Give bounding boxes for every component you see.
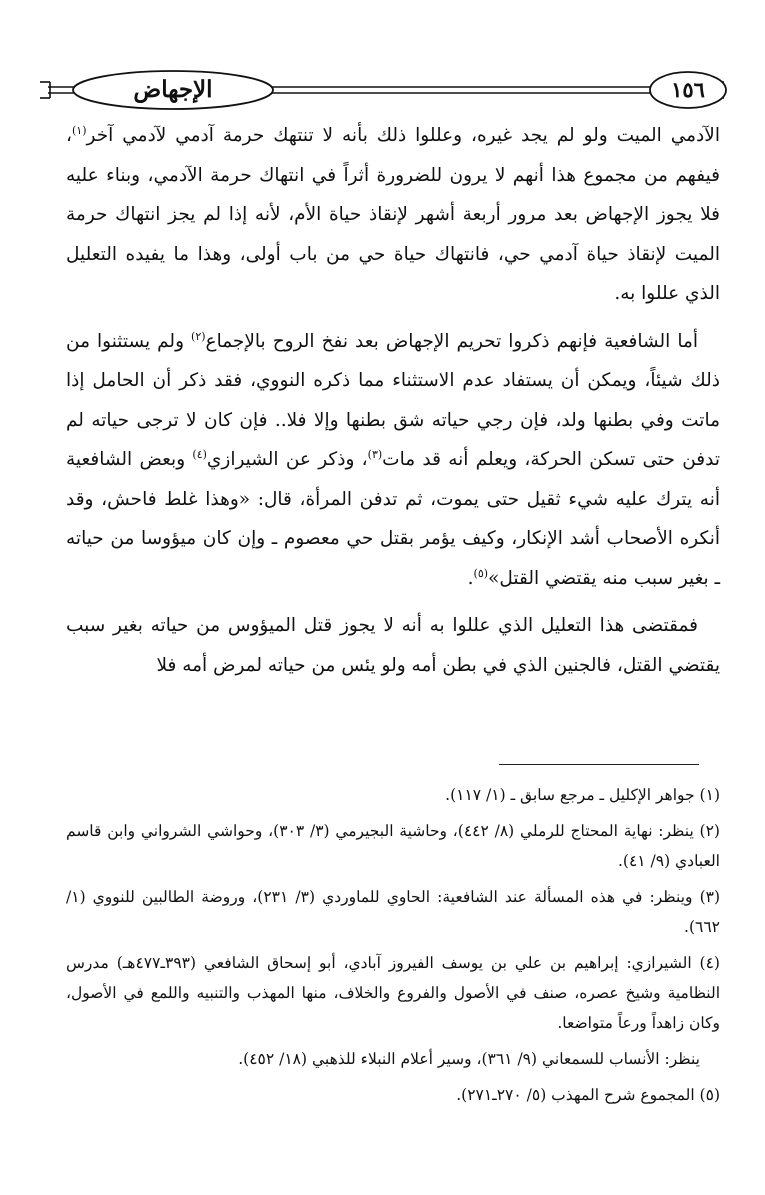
footnote-ref-1[interactable]: (١)	[71, 123, 87, 137]
footnote-3: (٣) وينظر: في هذه المسألة عند الشافعية: الحاوي للماوردي (٣/ ٢٣١)، وروضة الطالبين للنووي (١/ ٦٦٢).	[66, 888, 721, 936]
paragraph-1-text: الآدمي الميت ولو لم يجد غيره، وعللوا ذلك بأنه لا تنتهك حرمة آدمي لآدمي آخر	[86, 125, 720, 146]
footnotes	[66, 780, 720, 1116]
page-number: ١٥٦	[671, 77, 705, 102]
paragraph-1	[66, 116, 720, 314]
paragraph-3: فمقتضى هذا التعليل الذي عللوا به أنه لا يجوز قتل الميؤوس من حياته بغير سبب يقتضي القتل، فالجنين الذي في بطن أمه ولو يئس من حياته لمرض أمه فلا	[66, 615, 720, 676]
paragraph-2-text-e: .	[467, 567, 474, 589]
footnote-4-continuation: ينظر: الأنساب للسمعاني (٩/ ٣٦١)، وسير أعلام النبلاء للذهبي (١٨/ ٤٥٢).	[238, 1050, 700, 1068]
footnote-2: (٢) ينظر: نهاية المحتاج للرملي (٨/ ٤٤٢)، وحاشية البجيرمي (٣/ ٣٠٣)، وحواشي الشرواني وابن قاسم العبادي (٩/ ٤١).	[66, 822, 720, 870]
paragraph-2-text-a: أما الشافعية فإنهم ذكروا تحريم الإجهاض بعد نفخ الروح بالإجماع	[205, 330, 699, 352]
main-text	[66, 116, 720, 693]
footnote-1: (١) جواهر الإكليل ـ مرجع سابق ـ (١/ ١١٧).	[445, 786, 720, 804]
footnote-separator	[499, 764, 699, 765]
footnote-ref-2[interactable]: (٢)	[191, 329, 206, 343]
paragraph-2-text-b: ولم يستثنوا من ذلك شيئاً، ويمكن أن يستفاد عدم الاستثناء مما ذكره النووي، فقد ذكر أن الحامل إذا ماتت وفي بطنها ولد، فإن رجي حياته شق بطنها وإلا فلا.. فإن كان لا ترجى حياته لم تدفن حتى تسكن الحركة، ويعلم أنه قد مات	[66, 330, 721, 470]
footnote-4: (٤) الشيرازي: إبراهيم بن علي بن يوسف الفيروز آبادي، أبو إسحاق الشافعي (٣٩٣ـ٤٧٧هـ) مدرس النظامية وشيخ عصره، صنف في الأصول والفروع والخلاف، منها المهذب والتنبيه واللمع في الأصول، وكان زاهداً ورعاً متواضعا.	[66, 954, 720, 1032]
paragraph-2	[66, 322, 720, 599]
paragraph-2-text-d: وبعض الشافعية أنه يترك عليه شيء ثقيل حتى يموت، ثم تدفن المرأة، قال: «وهذا غلط فاحش، وقد أنكره الأصحاب أشد الإنكار، وكيف يؤمر بقتل حي معصوم ـ وإن كان ميؤوسا من حياته ـ بغير سبب منه يقتضي القتل»	[66, 449, 720, 589]
footnote-ref-3[interactable]: (٣)	[367, 447, 383, 461]
paragraph-2-text-c: ، وذكر عن الشيرازي	[206, 449, 368, 470]
chapter-title: الإجهاض	[133, 76, 213, 103]
footnote-ref-5[interactable]: (٥)	[473, 566, 489, 580]
footnote-5: (٥) المجموع شرح المهذب (٥/ ٢٧٠ـ٢٧١).	[456, 1086, 720, 1104]
paragraph-1-rest: ، فيفهم من مجموع هذا أنهم لا يرون للضرورة أثراً في انتهاك حرمة الآدمي، وبناء عليه فلا يجوز الإجهاض بعد مرور أربعة أشهر لإنقاذ حياة الأم، لأنه إذا لم يجز انتهاك حرمة الميت لإنقاذ حياة آدمي حي، فانتهاك حياة حي من باب أولى، وهذا ما يفيده التعليل الذي عللوا به.	[66, 125, 720, 304]
running-header	[38, 68, 728, 112]
footnote-ref-4[interactable]: (٤)	[192, 447, 207, 461]
